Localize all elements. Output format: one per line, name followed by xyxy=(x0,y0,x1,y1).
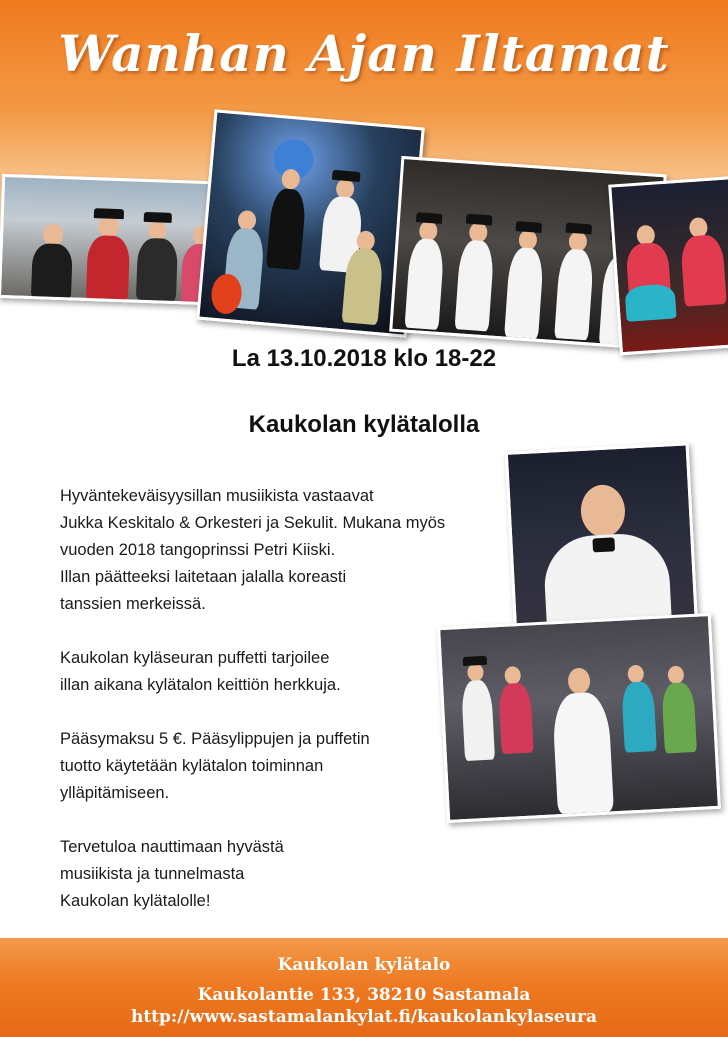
text-line: Jukka Keskitalo & Orkesteri ja Sekulit. Mukana myös xyxy=(60,514,446,532)
text-line: tanssien merkeissä. xyxy=(60,595,206,613)
paragraph-welcome xyxy=(60,834,510,915)
footer-band xyxy=(0,938,728,1037)
event-description xyxy=(60,483,510,942)
text-line: musiikista ja tunnelmasta xyxy=(60,865,245,883)
text-line: Hyväntekeväisyysillan musiikista vastaavat xyxy=(60,487,374,505)
footer-venue: Kaukolan kylätalo xyxy=(277,955,451,975)
paragraph-buffet xyxy=(60,645,510,699)
text-line: tuotto käytetään kylätalon toiminnan xyxy=(60,757,324,775)
paragraph-music xyxy=(60,483,510,618)
paragraph-admission xyxy=(60,726,510,807)
event-date-time: La 13.10.2018 klo 18-22 xyxy=(231,345,497,372)
text-line: Illan päätteeksi laitetaan jalalla koreasti xyxy=(60,568,347,586)
footer-website-link[interactable]: http://www.sastamalankylat.fi/kaukolankylaseura xyxy=(130,1007,598,1027)
text-line: Kaukolan kyläseuran puffetti tarjoilee xyxy=(60,649,330,667)
text-line: ylläpitämiseen. xyxy=(60,784,170,802)
footer-address: Kaukolantie 133, 38210 Sastamala xyxy=(197,985,531,1005)
poster-title: Wanhan Ajan Iltamat xyxy=(58,24,670,83)
text-line: Tervetuloa nauttimaan hyvästä xyxy=(60,838,284,856)
text-line: Pääsymaksu 5 €. Pääsylippujen ja puffetin xyxy=(60,730,370,748)
text-line: vuoden 2018 tangoprinssi Petri Kiiski. xyxy=(60,541,336,559)
event-place: Kaukolan kylätalolla xyxy=(248,411,480,438)
text-line: Kaukolan kylätalolle! xyxy=(60,892,211,910)
text-line: illan aikana kylätalon keittiön herkkuja. xyxy=(60,676,341,694)
photo-dancers-on-stage xyxy=(608,176,728,356)
